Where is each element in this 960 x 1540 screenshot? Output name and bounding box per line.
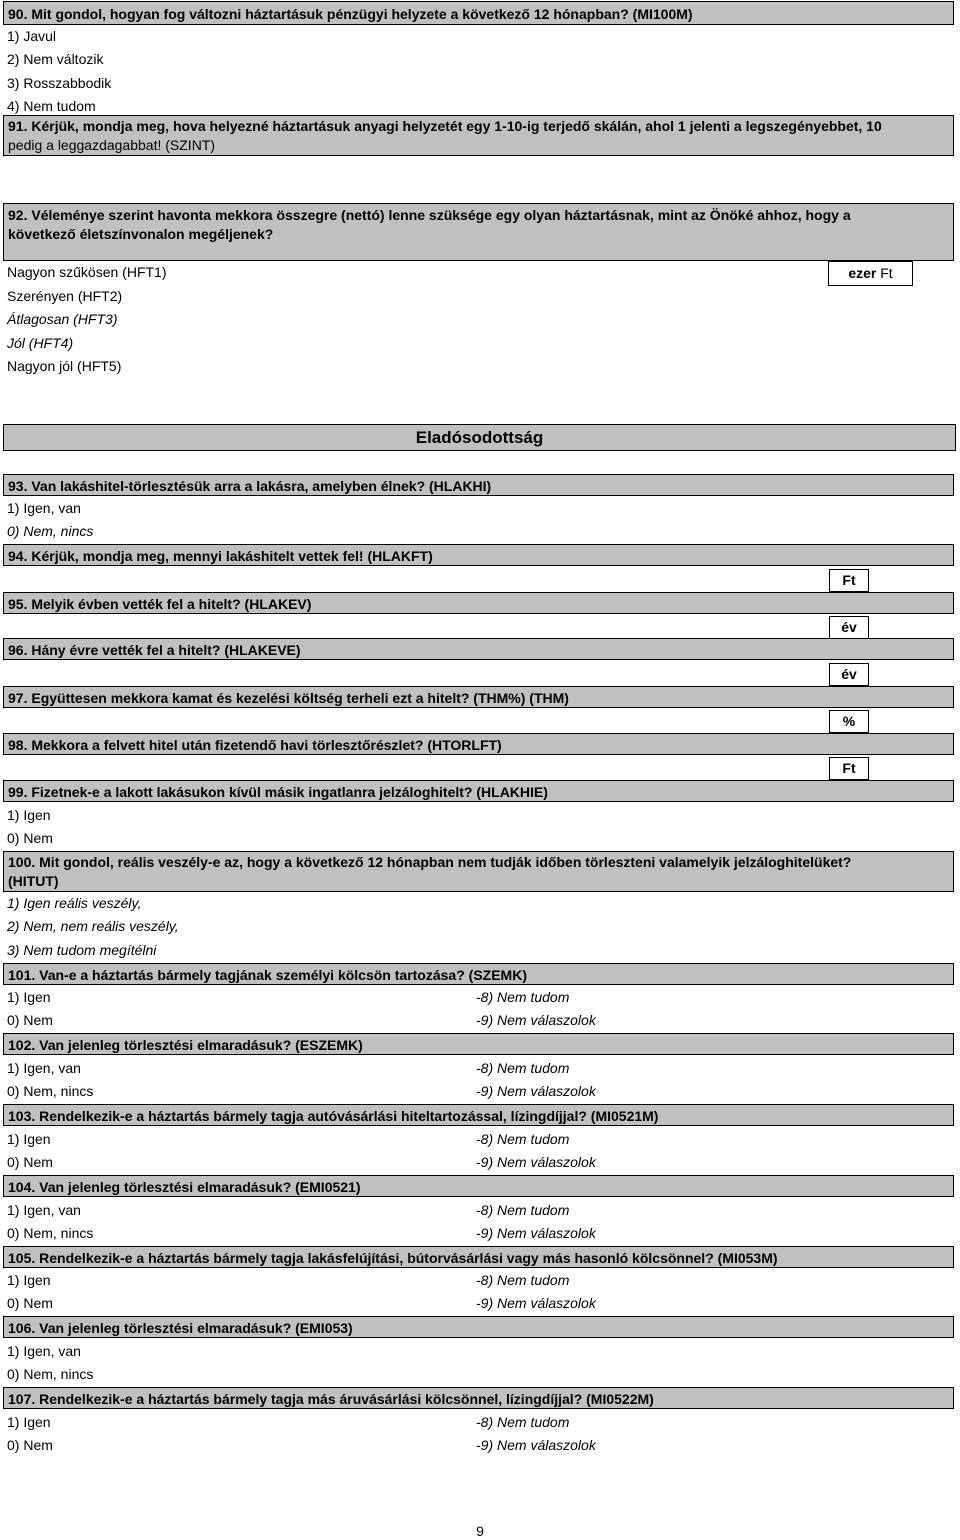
question-title: 101. Van-e a háztartás bármely tagjának személyi kölcsön tartozása? (SZEMK)	[8, 967, 527, 983]
question-92	[3, 203, 954, 261]
answer-box-ft[interactable]: Ft	[829, 569, 869, 592]
option-no-answer: -9) Nem válaszolok	[476, 1012, 596, 1028]
option: Nagyon jól (HFT5)	[7, 358, 122, 374]
option: 1) Igen	[7, 1131, 51, 1147]
option-no-answer: -9) Nem válaszolok	[476, 1154, 596, 1170]
option-no-answer: -9) Nem válaszolok	[476, 1083, 596, 1099]
question-title: 95. Melyik évben vették fel a hitelt? (HLAKEV)	[8, 596, 312, 612]
question-98	[3, 733, 954, 755]
section-heading: Eladósodottság	[3, 424, 956, 451]
option: 1) Igen reális veszély,	[7, 895, 142, 911]
unit-label-bold: ezer	[848, 265, 877, 281]
question-97	[3, 686, 954, 708]
option-dont-know: -8) Nem tudom	[476, 1202, 570, 1218]
question-title: 90. Mit gondol, hogyan fog változni háztartásuk pénzügyi helyzete a következő 12 hónapban? (MI100M)	[8, 6, 693, 22]
question-title: 94. Kérjük, mondja meg, mennyi lakáshitelt vettek fel! (HLAKFT)	[8, 548, 433, 564]
question-105	[3, 1246, 954, 1268]
question-96	[3, 638, 954, 660]
question-title-continued: pedig a leggazdagabbat! (SZINT)	[8, 137, 216, 153]
option: 4) Nem tudom	[7, 98, 96, 114]
option: 0) Nem, nincs	[7, 523, 94, 539]
option: Jól (HFT4)	[7, 335, 74, 351]
page-number: 9	[476, 1523, 484, 1539]
question-title-continued: következő életszínvonalon megéljenek?	[8, 226, 274, 242]
question-title: 106. Van jelenleg törlesztési elmaradásuk? (EMI053)	[8, 1320, 353, 1336]
option-no-answer: -9) Nem válaszolok	[476, 1437, 596, 1453]
option: 0) Nem, nincs	[7, 1225, 94, 1241]
option: 1) Igen	[7, 807, 51, 823]
option: 3) Rosszabbodik	[7, 75, 112, 91]
option: Nagyon szűkösen (HFT1)	[7, 264, 167, 280]
question-title: 91. Kérjük, mondja meg, hova helyezné háztartásuk anyagi helyzetét egy 1-10-ig terjedő skálán, ahol 1 jelenti a legszegényebbet, 10	[8, 118, 882, 134]
option-no-answer: -9) Nem válaszolok	[476, 1225, 596, 1241]
question-94	[3, 544, 954, 566]
question-title: 103. Rendelkezik-e a háztartás bármely tagja autóvásárlási hiteltartozással, lízingdíjjal? (MI0521M)	[8, 1108, 659, 1124]
answer-box-percent[interactable]: %	[829, 710, 869, 733]
answer-box-years[interactable]: év	[829, 663, 869, 686]
option: 0) Nem	[7, 1012, 53, 1028]
option: 2) Nem, nem reális veszély,	[7, 918, 179, 934]
question-106	[3, 1316, 954, 1338]
answer-box-monthly-ft[interactable]: Ft	[829, 757, 869, 780]
question-104	[3, 1175, 954, 1197]
question-90	[3, 1, 954, 25]
option-dont-know: -8) Nem tudom	[476, 989, 570, 1005]
question-100	[3, 851, 954, 892]
option: 1) Javul	[7, 28, 57, 44]
question-title: 100. Mit gondol, reális veszély-e az, hogy a következő 12 hónapban nem tudják időben törleszteni valamelyik jelzáloghitelüket?	[8, 854, 852, 870]
question-93	[3, 474, 954, 496]
option: 0) Nem	[7, 830, 53, 846]
option: 1) Igen, van	[7, 1060, 81, 1076]
option: Átlagosan (HFT3)	[7, 311, 118, 327]
question-95	[3, 592, 954, 614]
question-title: 96. Hány évre vették fel a hitelt? (HLAKEVE)	[8, 642, 301, 658]
question-title: 97. Együttesen mekkora kamat és kezelési költség terheli ezt a hitelt? (THM%) (THM)	[8, 690, 569, 706]
question-107	[3, 1387, 954, 1409]
question-103	[3, 1104, 954, 1126]
question-101	[3, 963, 954, 985]
option-dont-know: -8) Nem tudom	[476, 1060, 570, 1076]
question-99	[3, 780, 954, 802]
option: 1) Igen	[7, 1272, 51, 1288]
option: 0) Nem, nincs	[7, 1366, 94, 1382]
option: Szerényen (HFT2)	[7, 288, 123, 304]
unit-label: Ft	[880, 265, 893, 281]
answer-box-year[interactable]: év	[829, 616, 869, 639]
question-title: 92. Véleménye szerint havonta mekkora összegre (nettó) lenne szüksége egy olyan háztartásnak, mint az Önöké ahhoz, hogy a	[8, 207, 851, 223]
option: 0) Nem	[7, 1154, 53, 1170]
option-dont-know: -8) Nem tudom	[476, 1131, 570, 1147]
option: 1) Igen, van	[7, 1202, 81, 1218]
option-dont-know: -8) Nem tudom	[476, 1272, 570, 1288]
option: 1) Igen	[7, 1414, 51, 1430]
option: 0) Nem	[7, 1295, 53, 1311]
amount-unit-box[interactable]	[828, 261, 913, 286]
question-title: 93. Van lakáshitel-törlesztésük arra a lakásra, amelyben élnek? (HLAKHI)	[8, 478, 492, 494]
option: 0) Nem, nincs	[7, 1083, 94, 1099]
option: 0) Nem	[7, 1437, 53, 1453]
option: 2) Nem változik	[7, 51, 104, 67]
question-title: 102. Van jelenleg törlesztési elmaradásuk? (ESZEMK)	[8, 1037, 363, 1053]
question-title: 105. Rendelkezik-e a háztartás bármely tagja lakásfelújítási, bútorvásárlási vagy más hasonló kölcsönnel? (MI053M)	[8, 1250, 778, 1266]
question-title: 99. Fizetnek-e a lakott lakásukon kívül másik ingatlanra jelzáloghitelt? (HLAKHIE)	[8, 784, 548, 800]
option: 1) Igen	[7, 989, 51, 1005]
question-title: 104. Van jelenleg törlesztési elmaradásuk? (EMI0521)	[8, 1179, 361, 1195]
question-title: 107. Rendelkezik-e a háztartás bármely tagja más áruvásárlási kölcsönnel, lízingdíjjal? (MI0522M)	[8, 1391, 654, 1407]
option: 1) Igen, van	[7, 500, 81, 516]
question-title: 98. Mekkora a felvett hitel után fizetendő havi törlesztőrészlet? (HTORLFT)	[8, 737, 502, 753]
question-102	[3, 1033, 954, 1055]
option: 1) Igen, van	[7, 1343, 81, 1359]
question-91	[3, 115, 954, 156]
question-title-continued: (HITUT)	[8, 873, 59, 889]
option-dont-know: -8) Nem tudom	[476, 1414, 570, 1430]
option: 3) Nem tudom megítélni	[7, 942, 157, 958]
option-no-answer: -9) Nem válaszolok	[476, 1295, 596, 1311]
